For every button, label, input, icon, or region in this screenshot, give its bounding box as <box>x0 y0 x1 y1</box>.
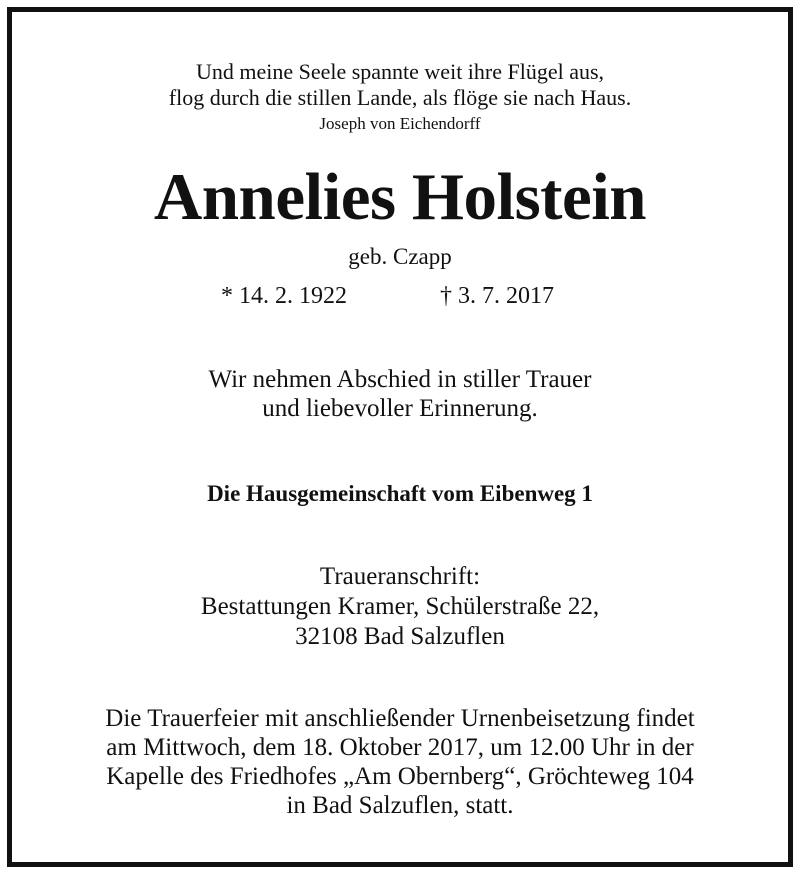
quote-line-1: Und meine Seele spannte weit ihre Flügel aus, <box>195 59 605 84</box>
deceased-name: Annelies Holstein <box>153 160 647 234</box>
funeral-line-1: Die Trauerfeier mit anschließender Urnenbeisetzung findet <box>105 705 695 732</box>
farewell-line-2: und liebevoller Erinnerung. <box>262 395 538 422</box>
funeral-line-4: in Bad Salzuflen, statt. <box>286 792 514 819</box>
mourning-address-line-1: Bestattungen Kramer, Schülerstraße 22, <box>200 593 600 620</box>
birth-date: * 14. 2. 1922 <box>221 283 347 309</box>
death-date: † 3. 7. 2017 <box>440 283 554 309</box>
maiden-name: geb. Czapp <box>348 244 452 269</box>
quote-line-2: flog durch die stillen Lande, als flöge sie nach Haus. <box>168 85 632 110</box>
farewell-line-1: Wir nehmen Abschied in stiller Trauer <box>208 366 592 393</box>
funeral-line-3: Kapelle des Friedhofes „Am Obernberg“, Gröchteweg 104 <box>106 763 694 790</box>
mourning-address-label: Traueranschrift: <box>319 563 481 590</box>
quote-author: Joseph von Eichendorff <box>319 114 481 133</box>
signer: Die Hausgemeinschaft vom Eibenweg 1 <box>207 481 593 506</box>
mourning-address-line-2: 32108 Bad Salzuflen <box>295 623 505 650</box>
funeral-line-2: am Mittwoch, dem 18. Oktober 2017, um 12.00 Uhr in der <box>106 734 694 761</box>
